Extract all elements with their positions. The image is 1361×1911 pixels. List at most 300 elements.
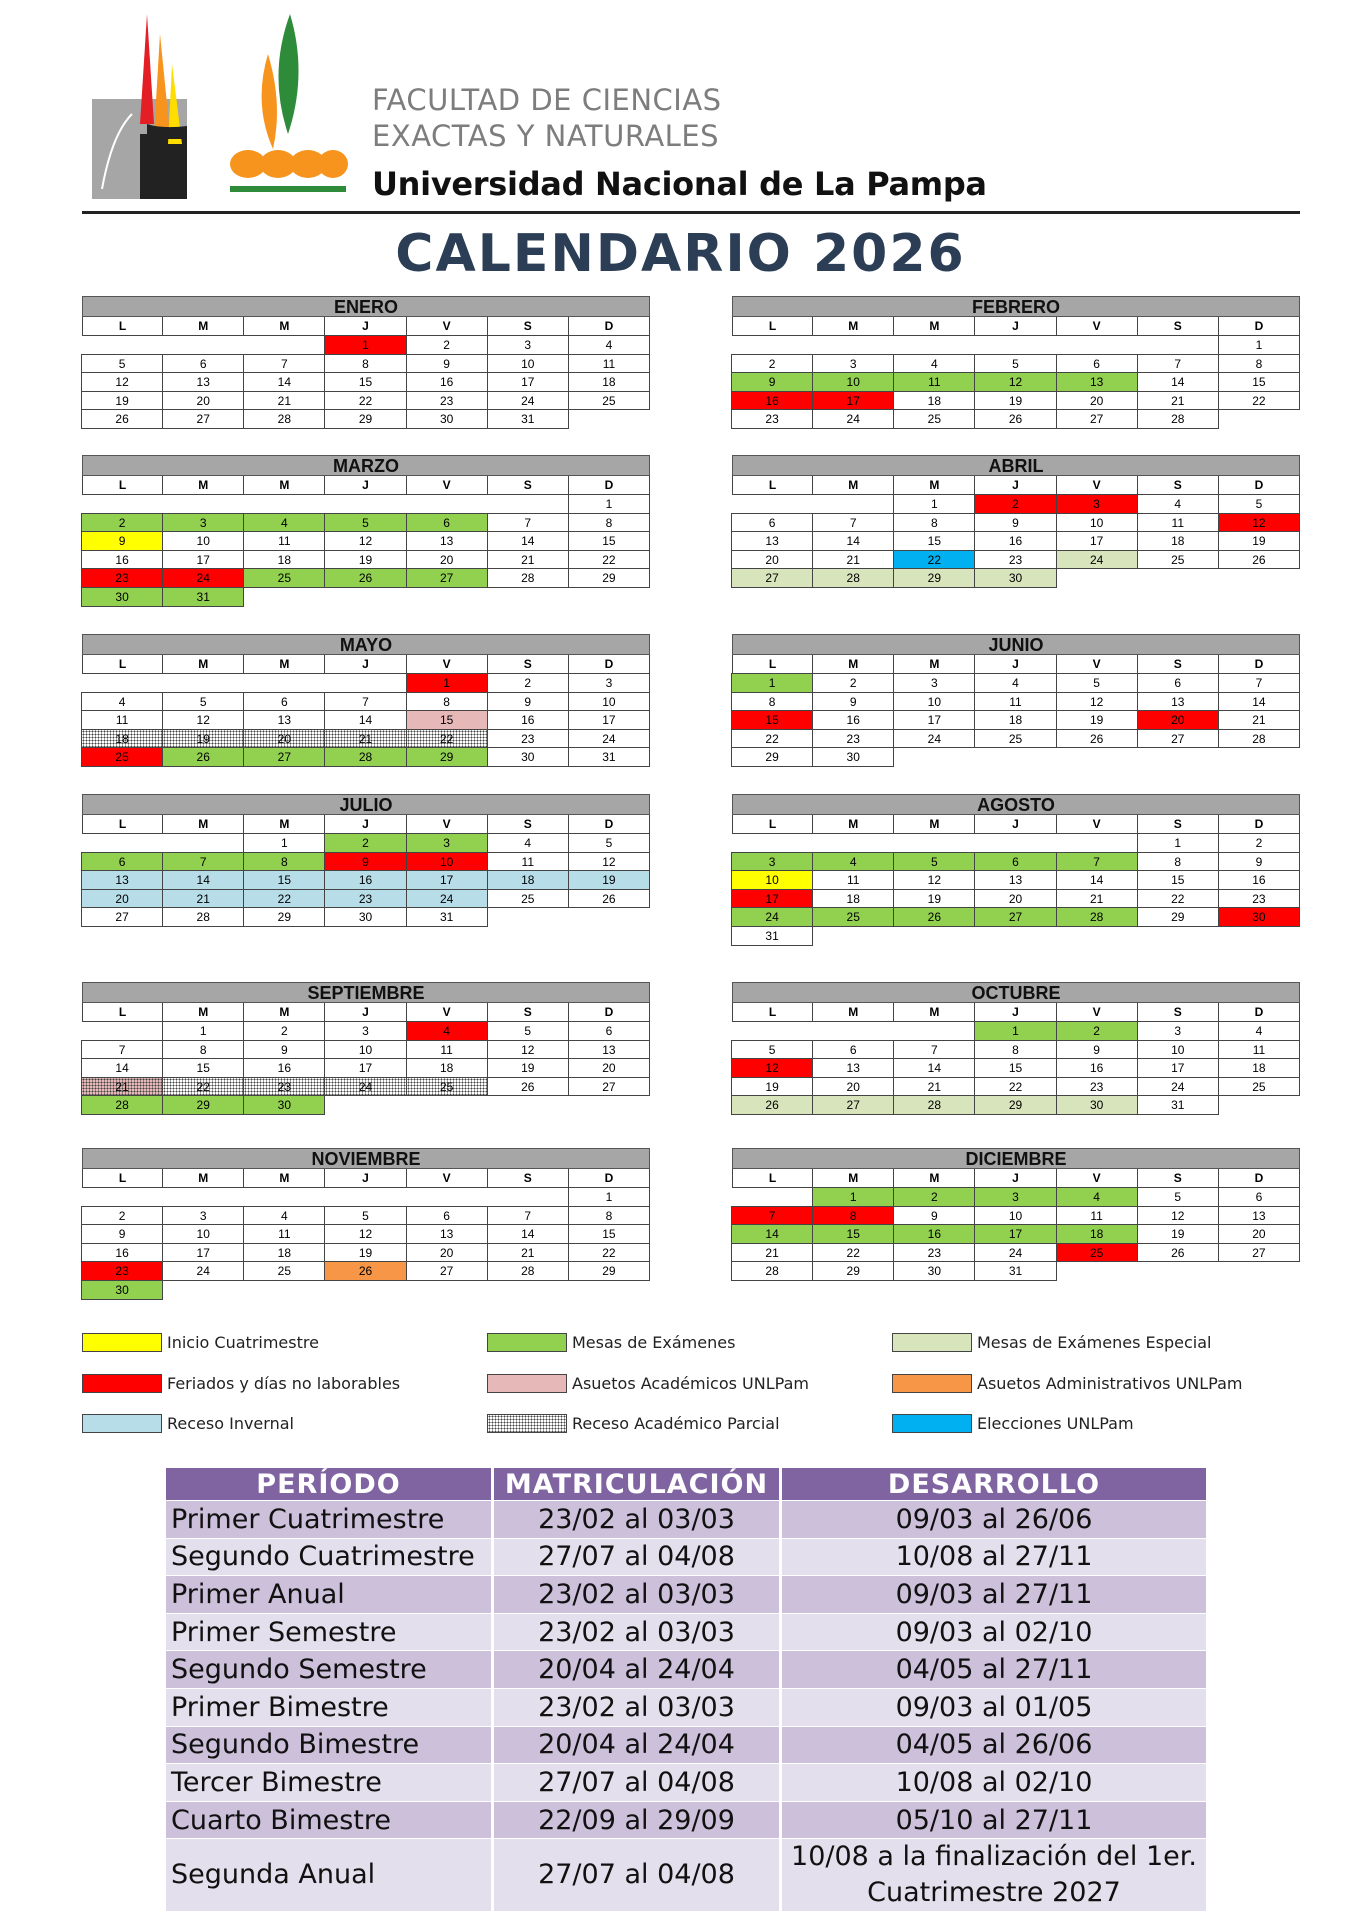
day-cell: 14: [243, 372, 325, 392]
day-cell: 9: [812, 692, 894, 712]
day-cell: 24: [893, 729, 975, 749]
header-divider: [82, 211, 1300, 214]
day-cell: 29: [568, 568, 650, 588]
day-cell: 6: [731, 513, 813, 533]
day-cell: 27: [731, 568, 813, 588]
day-cell: 10: [162, 1224, 244, 1244]
day-cell: 21: [893, 1077, 975, 1097]
day-cell: 9: [243, 1040, 325, 1060]
day-cell: 8: [162, 1040, 244, 1060]
day-cell: 16: [81, 550, 163, 570]
weekday-header: M: [243, 317, 325, 336]
period-enrollment: 23/02 al 03/03: [493, 1501, 781, 1539]
day-cell: 3: [974, 1187, 1056, 1207]
day-cell: 10: [1137, 1040, 1219, 1060]
month-enero: [82, 296, 650, 429]
empty-cell: [731, 494, 813, 514]
weekday-header: J: [974, 815, 1056, 834]
legend-item-lgr: [892, 1333, 1282, 1355]
empty-cell: [812, 494, 894, 514]
day-cell: 22: [731, 729, 813, 749]
day-cell: 30: [81, 587, 163, 607]
weekday-header: L: [82, 317, 163, 336]
period-row: [166, 1688, 1206, 1726]
empty-cell: [1137, 1261, 1219, 1281]
day-cell: 25: [568, 391, 650, 411]
day-cell: 15: [974, 1058, 1056, 1078]
day-cell: 26: [162, 747, 244, 767]
day-cell: 16: [243, 1058, 325, 1078]
day-cell: 7: [243, 354, 325, 374]
period-row: [166, 1801, 1206, 1839]
month-title: MAYO: [82, 634, 650, 655]
weekday-header: V: [1056, 317, 1138, 336]
day-cell: 3: [893, 673, 975, 693]
legend-swatch: [892, 1374, 972, 1393]
day-cell: 6: [81, 852, 163, 872]
empty-cell: [812, 926, 894, 946]
day-cell: 8: [406, 692, 488, 712]
day-cell: 29: [568, 1261, 650, 1281]
day-cell: 19: [324, 1243, 406, 1263]
periods-header-row: [166, 1468, 1206, 1501]
weekday-header: S: [487, 317, 569, 336]
day-cell: 11: [1137, 513, 1219, 533]
day-cell: 7: [487, 513, 569, 533]
empty-cell: [1218, 1261, 1300, 1281]
day-cell: 7: [812, 513, 894, 533]
day-cell: 2: [243, 1021, 325, 1041]
day-cell: 30: [893, 1261, 975, 1281]
day-cell: 25: [243, 1261, 325, 1281]
day-cell: 20: [243, 729, 325, 749]
day-cell: 4: [893, 354, 975, 374]
weekday-header: M: [812, 655, 894, 674]
month-title: AGOSTO: [732, 794, 1300, 815]
day-cell: 5: [974, 354, 1056, 374]
day-cell: 27: [974, 907, 1056, 927]
empty-cell: [81, 335, 163, 355]
month-grid: [732, 655, 1300, 767]
day-cell: 17: [1137, 1058, 1219, 1078]
legend-swatch: [892, 1414, 972, 1433]
day-cell: 18: [81, 729, 163, 749]
empty-cell: [731, 1187, 813, 1207]
period-name: Primer Bimestre: [166, 1688, 493, 1726]
day-cell: 3: [568, 673, 650, 693]
weekday-header: V: [406, 1003, 488, 1022]
period-enrollment: 22/09 al 29/09: [493, 1801, 781, 1839]
day-cell: 18: [568, 372, 650, 392]
day-cell: 11: [1056, 1206, 1138, 1226]
empty-cell: [893, 926, 975, 946]
empty-cell: [1137, 568, 1219, 588]
day-cell: 7: [1218, 673, 1300, 693]
day-cell: 17: [324, 1058, 406, 1078]
period-name: Primer Cuatrimestre: [166, 1501, 493, 1539]
period-name: Primer Anual: [166, 1576, 493, 1614]
empty-cell: [487, 494, 569, 514]
empty-cell: [162, 1187, 244, 1207]
day-cell: 16: [487, 710, 569, 730]
faculty-line-1: FACULTAD DE CIENCIAS: [372, 83, 722, 117]
legend-swatch: [487, 1333, 567, 1352]
day-cell: 27: [1218, 1243, 1300, 1263]
weekday-header: V: [406, 815, 488, 834]
empty-cell: [731, 1021, 813, 1041]
day-cell: 14: [1056, 870, 1138, 890]
period-enrollment: 20/04 al 24/04: [493, 1726, 781, 1764]
empty-cell: [974, 747, 1056, 767]
day-cell: 16: [324, 870, 406, 890]
day-cell: 31: [568, 747, 650, 767]
periods-table: [166, 1468, 1206, 1911]
period-row: [166, 1651, 1206, 1689]
empty-cell: [324, 1280, 406, 1300]
weekday-header: L: [732, 476, 813, 495]
weekday-header: M: [893, 1169, 975, 1188]
weekday-header: J: [974, 476, 1056, 495]
day-cell: 24: [324, 1077, 406, 1097]
day-cell: 31: [731, 926, 813, 946]
day-cell: 6: [162, 354, 244, 374]
day-cell: 12: [568, 852, 650, 872]
day-cell: 26: [487, 1077, 569, 1097]
day-cell: 4: [1137, 494, 1219, 514]
day-cell: 5: [568, 833, 650, 853]
empty-cell: [568, 587, 650, 607]
legend-swatch: [892, 1333, 972, 1352]
day-cell: 14: [1137, 372, 1219, 392]
empty-cell: [81, 673, 163, 693]
day-cell: 25: [974, 729, 1056, 749]
day-cell: 6: [243, 692, 325, 712]
day-cell: 4: [243, 513, 325, 533]
day-cell: 14: [487, 1224, 569, 1244]
day-cell: 8: [974, 1040, 1056, 1060]
legend-label: Mesas de Exámenes Especial: [977, 1333, 1212, 1352]
day-cell: 26: [1218, 550, 1300, 570]
day-cell: 19: [162, 729, 244, 749]
day-cell: 18: [1218, 1058, 1300, 1078]
day-cell: 7: [731, 1206, 813, 1226]
day-cell: 25: [1137, 550, 1219, 570]
legend-swatch: [487, 1414, 567, 1433]
day-cell: 23: [81, 1261, 163, 1281]
day-cell: 17: [974, 1224, 1056, 1244]
day-cell: 12: [1137, 1206, 1219, 1226]
day-cell: 29: [731, 747, 813, 767]
day-cell: 9: [81, 531, 163, 551]
day-cell: 3: [162, 1206, 244, 1226]
day-cell: 17: [487, 372, 569, 392]
weekday-header: M: [162, 1169, 244, 1188]
day-cell: 23: [893, 1243, 975, 1263]
weekday-header: M: [243, 476, 325, 495]
weekday-header: D: [568, 1169, 650, 1188]
month-septiembre: [82, 982, 650, 1115]
day-cell: 1: [568, 1187, 650, 1207]
weekday-header: V: [1056, 815, 1138, 834]
weekday-header: D: [1218, 655, 1300, 674]
day-cell: 25: [81, 747, 163, 767]
day-cell: 6: [974, 852, 1056, 872]
day-cell: 7: [1137, 354, 1219, 374]
period-name: Segundo Bimestre: [166, 1726, 493, 1764]
weekday-header: S: [1137, 655, 1219, 674]
day-cell: 28: [1056, 907, 1138, 927]
weekday-header: M: [812, 1169, 894, 1188]
period-enrollment: 23/02 al 03/03: [493, 1576, 781, 1614]
month-title: ABRIL: [732, 455, 1300, 476]
period-name: Segunda Anual: [166, 1839, 493, 1911]
day-cell: 8: [1137, 852, 1219, 872]
day-cell: 5: [893, 852, 975, 872]
period-name: Tercer Bimestre: [166, 1764, 493, 1802]
day-cell: 26: [893, 907, 975, 927]
weekday-header: L: [82, 1003, 163, 1022]
weekday-header: M: [812, 1003, 894, 1022]
day-cell: 7: [324, 692, 406, 712]
day-cell: 1: [1137, 833, 1219, 853]
period-row: [166, 1839, 1206, 1911]
day-cell: 21: [731, 1243, 813, 1263]
day-cell: 3: [731, 852, 813, 872]
day-cell: 1: [731, 673, 813, 693]
day-cell: 25: [893, 409, 975, 429]
day-cell: 24: [406, 889, 488, 909]
weekday-header: S: [1137, 815, 1219, 834]
day-cell: 4: [1056, 1187, 1138, 1207]
day-cell: 1: [243, 833, 325, 853]
period-development: 09/03 al 02/10: [781, 1613, 1207, 1651]
day-cell: 2: [1218, 833, 1300, 853]
day-cell: 25: [1218, 1077, 1300, 1097]
day-cell: 15: [1218, 372, 1300, 392]
day-cell: 3: [162, 513, 244, 533]
empty-cell: [1137, 926, 1219, 946]
period-enrollment: 27/07 al 04/08: [493, 1764, 781, 1802]
month-grid: [732, 476, 1300, 588]
day-cell: 17: [893, 710, 975, 730]
day-cell: 3: [487, 335, 569, 355]
day-cell: 16: [893, 1224, 975, 1244]
period-enrollment: 27/07 al 04/08: [493, 1839, 781, 1911]
day-cell: 1: [1218, 335, 1300, 355]
day-cell: 28: [1218, 729, 1300, 749]
day-cell: 2: [1056, 1021, 1138, 1041]
day-cell: 22: [812, 1243, 894, 1263]
day-cell: 8: [731, 692, 813, 712]
month-title: FEBRERO: [732, 296, 1300, 317]
empty-cell: [81, 1187, 163, 1207]
empty-cell: [324, 1187, 406, 1207]
empty-cell: [1056, 926, 1138, 946]
day-cell: 14: [812, 531, 894, 551]
day-cell: 31: [974, 1261, 1056, 1281]
weekday-header: D: [1218, 815, 1300, 834]
day-cell: 12: [487, 1040, 569, 1060]
day-cell: 5: [81, 354, 163, 374]
weekday-header: D: [568, 655, 650, 674]
day-cell: 24: [1056, 550, 1138, 570]
weekday-header: D: [1218, 1003, 1300, 1022]
day-cell: 24: [487, 391, 569, 411]
day-cell: 20: [162, 391, 244, 411]
day-cell: 28: [81, 1095, 163, 1115]
day-cell: 18: [406, 1058, 488, 1078]
day-cell: 20: [1218, 1224, 1300, 1244]
weekday-header: D: [1218, 317, 1300, 336]
weekday-header: V: [1056, 1003, 1138, 1022]
weekday-header: D: [568, 476, 650, 495]
period-enrollment: 27/07 al 04/08: [493, 1538, 781, 1576]
day-cell: 21: [324, 729, 406, 749]
day-cell: 13: [1218, 1206, 1300, 1226]
day-cell: 4: [812, 852, 894, 872]
day-cell: 21: [1056, 889, 1138, 909]
empty-cell: [162, 335, 244, 355]
day-cell: 28: [812, 568, 894, 588]
day-cell: 1: [812, 1187, 894, 1207]
day-cell: 15: [568, 1224, 650, 1244]
month-title: DICIEMBRE: [732, 1148, 1300, 1169]
empty-cell: [1056, 568, 1138, 588]
day-cell: 29: [974, 1095, 1056, 1115]
day-cell: 5: [1056, 673, 1138, 693]
empty-cell: [406, 1095, 488, 1115]
day-cell: 31: [487, 409, 569, 429]
empty-cell: [487, 1095, 569, 1115]
day-cell: 15: [243, 870, 325, 890]
weekday-header: D: [1218, 1169, 1300, 1188]
day-cell: 2: [731, 354, 813, 374]
day-cell: 15: [162, 1058, 244, 1078]
day-cell: 29: [162, 1095, 244, 1115]
day-cell: 6: [406, 513, 488, 533]
day-cell: 13: [406, 531, 488, 551]
month-grid: [82, 1169, 650, 1300]
weekday-header: S: [1137, 1003, 1219, 1022]
period-development: 10/08 al 02/10: [781, 1764, 1207, 1802]
day-cell: 27: [243, 747, 325, 767]
legend-label: Asuetos Académicos UNLPam: [572, 1374, 809, 1393]
legend-item-blu: [892, 1414, 1282, 1436]
day-cell: 22: [568, 1243, 650, 1263]
period-name: Segundo Semestre: [166, 1651, 493, 1689]
empty-cell: [1218, 747, 1300, 767]
day-cell: 19: [81, 391, 163, 411]
day-cell: 7: [162, 852, 244, 872]
empty-cell: [731, 833, 813, 853]
empty-cell: [81, 1021, 163, 1041]
day-cell: 13: [568, 1040, 650, 1060]
day-cell: 18: [487, 870, 569, 890]
day-cell: 4: [974, 673, 1056, 693]
day-cell: 15: [324, 372, 406, 392]
day-cell: 30: [81, 1280, 163, 1300]
legend-label: Elecciones UNLPam: [977, 1414, 1134, 1433]
day-cell: 27: [1137, 729, 1219, 749]
day-cell: 11: [487, 852, 569, 872]
empty-cell: [731, 335, 813, 355]
day-cell: 24: [974, 1243, 1056, 1263]
month-febrero: [732, 296, 1300, 429]
day-cell: 28: [243, 409, 325, 429]
period-name: Primer Semestre: [166, 1613, 493, 1651]
empty-cell: [1056, 335, 1138, 355]
weekday-header: S: [487, 1003, 569, 1022]
university-name: Universidad Nacional de La Pampa: [372, 165, 987, 203]
empty-cell: [1137, 335, 1219, 355]
day-cell: 22: [162, 1077, 244, 1097]
legend-item-red: [82, 1374, 472, 1396]
empty-cell: [162, 1280, 244, 1300]
day-cell: 22: [893, 550, 975, 570]
weekday-header: L: [82, 476, 163, 495]
weekday-header: L: [732, 815, 813, 834]
month-title: JULIO: [82, 794, 650, 815]
weekday-header: J: [974, 1169, 1056, 1188]
day-cell: 11: [243, 1224, 325, 1244]
weekday-header: L: [82, 655, 163, 674]
day-cell: 8: [324, 354, 406, 374]
empty-cell: [162, 494, 244, 514]
day-cell: 20: [1137, 710, 1219, 730]
day-cell: 24: [162, 568, 244, 588]
day-cell: 10: [731, 870, 813, 890]
day-cell: 19: [1137, 1224, 1219, 1244]
page-header: [0, 0, 1361, 220]
legend-swatch: [82, 1333, 162, 1352]
month-noviembre: [82, 1148, 650, 1300]
period-development: 09/03 al 01/05: [781, 1688, 1207, 1726]
day-cell: 9: [1056, 1040, 1138, 1060]
day-cell: 6: [568, 1021, 650, 1041]
empty-cell: [243, 1280, 325, 1300]
day-cell: 9: [324, 852, 406, 872]
day-cell: 4: [243, 1206, 325, 1226]
weekday-header: S: [1137, 476, 1219, 495]
day-cell: 11: [406, 1040, 488, 1060]
weekday-header: V: [1056, 1169, 1138, 1188]
day-cell: 8: [812, 1206, 894, 1226]
day-cell: 25: [406, 1077, 488, 1097]
month-grid: [732, 317, 1300, 429]
weekday-header: M: [893, 476, 975, 495]
day-cell: 18: [243, 550, 325, 570]
day-cell: 23: [1056, 1077, 1138, 1097]
day-cell: 22: [406, 729, 488, 749]
day-cell: 11: [893, 372, 975, 392]
day-cell: 3: [1056, 494, 1138, 514]
day-cell: 8: [568, 513, 650, 533]
empty-cell: [893, 335, 975, 355]
day-cell: 14: [81, 1058, 163, 1078]
day-cell: 23: [487, 729, 569, 749]
day-cell: 16: [406, 372, 488, 392]
day-cell: 10: [324, 1040, 406, 1060]
day-cell: 8: [568, 1206, 650, 1226]
day-cell: 16: [812, 710, 894, 730]
day-cell: 29: [243, 907, 325, 927]
day-cell: 7: [1056, 852, 1138, 872]
weekday-header: J: [324, 317, 406, 336]
header-matriculacion: MATRICULACIÓN: [493, 1468, 781, 1501]
day-cell: 13: [162, 372, 244, 392]
weekday-header: J: [974, 317, 1056, 336]
day-cell: 20: [974, 889, 1056, 909]
